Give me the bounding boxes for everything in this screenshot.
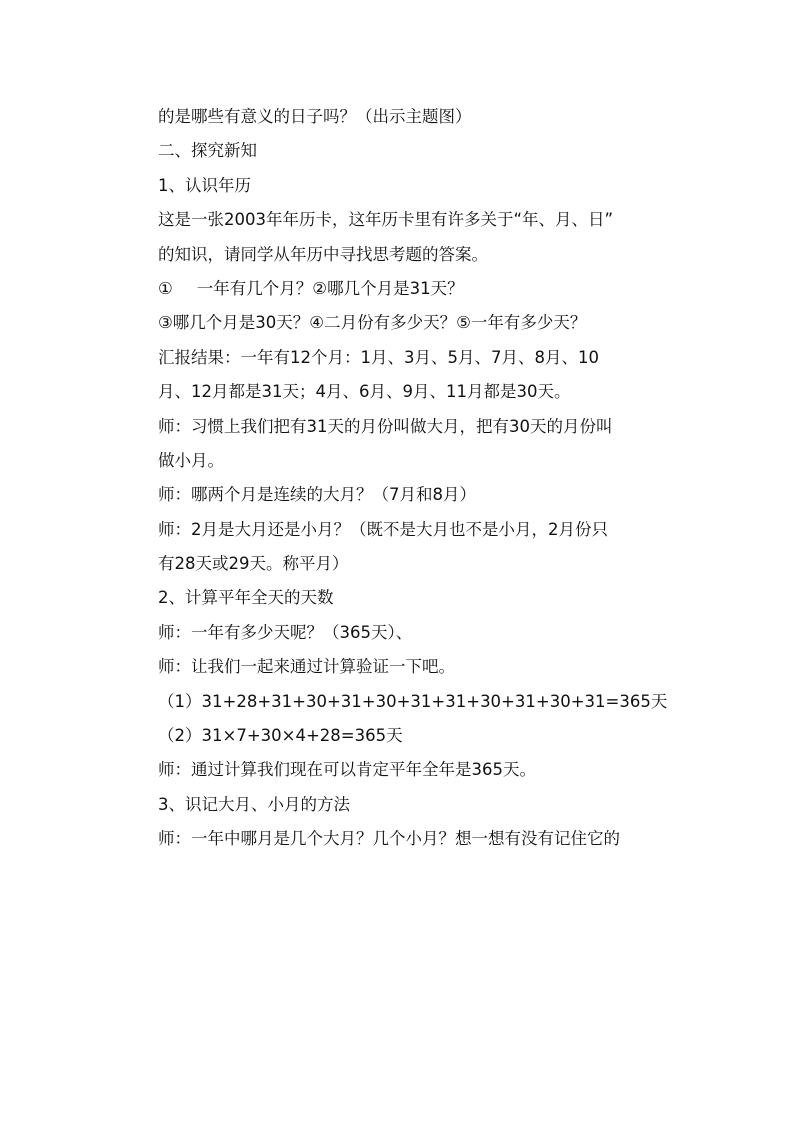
subsection-heading: 3、识记大月、小月的方法 [158,794,350,814]
paragraph-line: 的是哪些有意义的日子吗？（出示主题图） [158,107,472,126]
paragraph-line: 师：哪两个月是连续的大月？（7月和8月） [158,485,476,505]
paragraph-line: 汇报结果：一年有12个月：1月、3月、5月、7月、8月、10 [158,347,599,367]
paragraph-line: 师：一年中哪月是几个大月？几个小月？想一想有没有记住它的 [158,829,620,849]
question-line [158,272,678,306]
question-text: 一年有几个月？②哪几个月是31天？ [196,278,464,298]
paragraph-line: 师：2月是大月还是小月？（既不是大月也不是小月，2月份只 [158,519,608,539]
list-marker: ① [158,278,173,298]
formula-line: （1）31+28+31+30+31+30+31+31+30+31+30+31=365天 [158,691,668,711]
paragraph-line: 做小月。 [158,450,224,470]
paragraph-line: 师：通过计算我们现在可以肯定平年全年是365天。 [158,760,536,780]
document-body [158,100,678,857]
paragraph-line: 师：习惯上我们把有31天的月份叫做大月，把有30天的月份叫 [158,416,613,436]
paragraph-line: 有28天或29天。称平月） [158,554,349,574]
formula-line: （2）31×7+30×4+28=365天 [158,726,403,746]
paragraph-line: 师：一年有多少天呢？（365天）、 [158,622,413,642]
paragraph-line: 这是一张2003年年历卡，这年历卡里有许多关于“年、月、日” [158,210,614,230]
section-heading: 二、探究新知 [158,141,257,161]
paragraph-line: 月、12月都是31天；4月、6月、9月、11月都是30天。 [158,382,571,402]
question-line: ③哪几个月是30天？④二月份有多少天？⑤一年有多少天？ [158,313,587,333]
subsection-heading: 2、计算平年全天的天数 [158,588,334,608]
paragraph-line: 的知识，请同学从年历中寻找思考题的答案。 [158,244,488,264]
paragraph-line: 师：让我们一起来通过计算验证一下吧。 [158,657,455,677]
subsection-heading: 1、认识年历 [158,175,251,195]
